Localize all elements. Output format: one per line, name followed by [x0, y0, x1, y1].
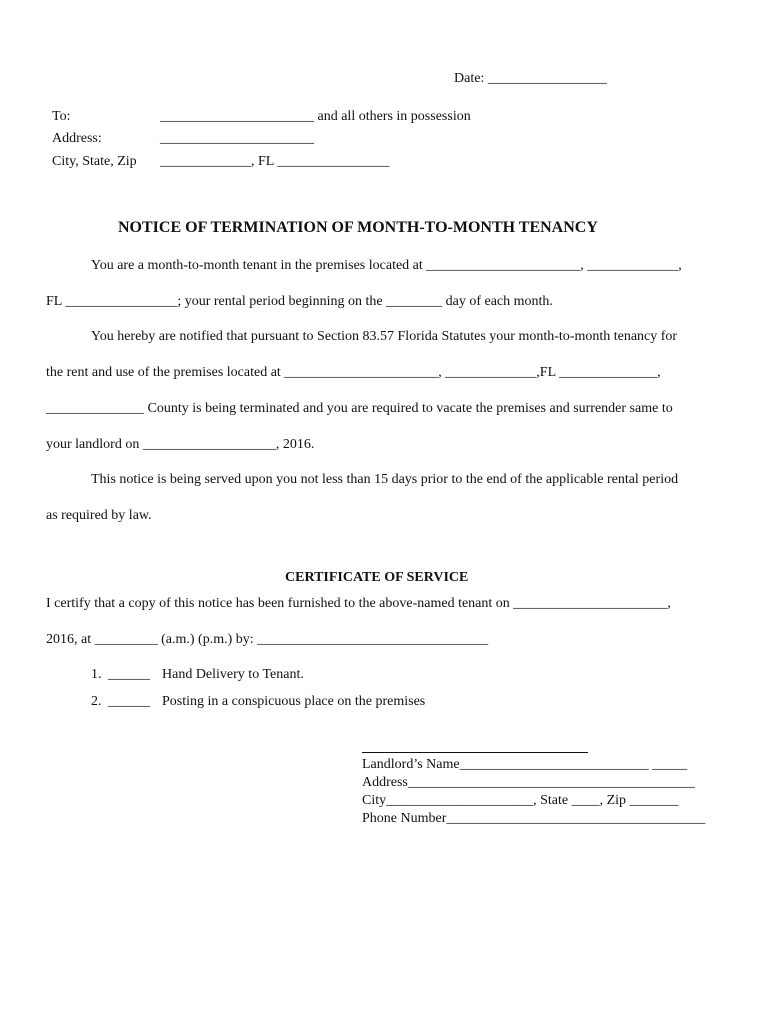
landlord-name-field: Landlord’s Name___________________________ _____ [362, 757, 688, 772]
to-line: ______________________ and all others in possession [160, 109, 471, 124]
notice-line-7: This notice is being served upon you not less than 15 days prior to the end of the applicable rental period [91, 472, 679, 487]
notice-title: NOTICE OF TERMINATION OF MONTH-TO-MONTH TENANCY [118, 219, 598, 236]
city-label: City, State, Zip [52, 154, 137, 169]
notice-line-1: You are a month-to-month tenant in the premises located at ______________________, _____________, [91, 258, 682, 273]
landlord-phone-field: Phone Number_____________________________________ [362, 811, 706, 826]
service-item-2-label: Posting in a conspicuous place on the premises [162, 694, 426, 709]
notice-line-8: as required by law. [46, 508, 152, 523]
service-item-1-label: Hand Delivery to Tenant. [162, 667, 304, 682]
notice-line-6: your landlord on ___________________, 2016. [46, 437, 315, 452]
landlord-city-field: City_____________________, State ____, Zip _______ [362, 793, 679, 808]
certificate-title: CERTIFICATE OF SERVICE [285, 570, 469, 585]
service-item-2-number: 2. [91, 694, 102, 709]
address-label: Address: [52, 131, 102, 146]
to-label: To: [52, 109, 71, 124]
service-item-1-blank: ______ [108, 667, 150, 682]
certificate-line-1: I certify that a copy of this notice has been furnished to the above-named tenant on ______________________, [46, 596, 671, 611]
city-line: _____________, FL ________________ [160, 154, 390, 169]
notice-line-3: You hereby are notified that pursuant to Section 83.57 Florida Statutes your month-to-month tenancy for [91, 329, 678, 344]
notice-line-2: FL ________________; your rental period beginning on the ________ day of each month. [46, 294, 553, 309]
landlord-address-field: Address_________________________________________ [362, 775, 695, 790]
notice-line-4: the rent and use of the premises located at ______________________, _____________,FL ______________, [46, 365, 661, 380]
service-item-2-blank: ______ [108, 694, 150, 709]
notice-line-5: ______________ County is being terminated and you are required to vacate the premises and surrender same to [46, 401, 673, 416]
service-item-1-number: 1. [91, 667, 102, 682]
date-field: Date: _________________ [454, 71, 607, 86]
address-line: ______________________ [160, 131, 314, 146]
certificate-line-2: 2016, at _________ (a.m.) (p.m.) by: _________________________________ [46, 632, 489, 647]
signature-line [362, 752, 588, 753]
